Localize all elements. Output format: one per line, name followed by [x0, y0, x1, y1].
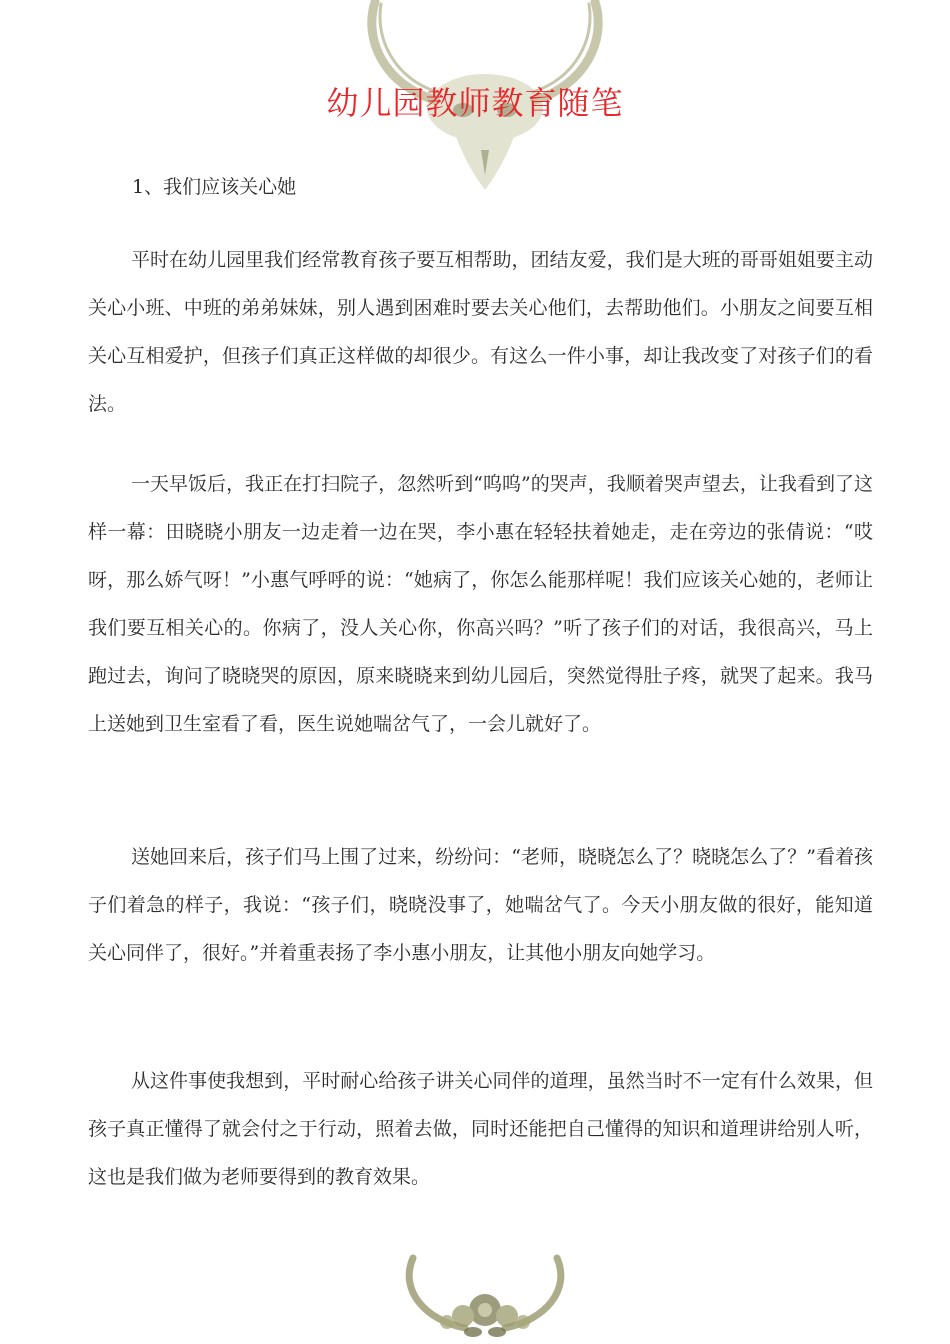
- document-title: 幼儿园教师教育随笔: [326, 84, 624, 122]
- paragraph-1: 平时在幼儿园里我们经常教育孩子要互相帮助，团结友爱，我们是大班的哥哥姐姐要主动关心小班、中班的弟弟妹妹，别人遇到困难时要去关心他们，去帮助他们。小朋友之间要互相关心互相爱护，但孩子们真正这样做的却很少。有这么一件小事，却让我改变了对孩子们的看法。: [88, 249, 873, 415]
- section-heading: 1、我们应该关心她: [132, 176, 297, 198]
- floral-horn-ornament-icon: [395, 1250, 575, 1344]
- paragraph-2: 一天早饭后，我正在打扫院子，忽然听到“呜呜”的哭声，我顺着哭声望去，让我看到了这样一幕：田晓晓小朋友一边走着一边在哭，李小惠在轻轻扶着她走，走在旁边的张倩说：“哎呀，那么娇气呀！”小惠气呼呼的说：“她病了，你怎么能那样呢！我们应该关心她的，老师让我们要互相关心的。你病了，没人关心你，你高兴吗？”听了孩子们的对话，我很高兴，马上跑过去，询问了晓晓哭的原因，原来晓晓来到幼儿园后，突然觉得肚子疼，就哭了起来。我马上送她到卫生室看了看，医生说她喘岔气了，一会儿就好了。: [88, 473, 873, 735]
- paragraph-4: 从这件事使我想到，平时耐心给孩子讲关心同伴的道理，虽然当时不一定有什么效果，但孩子真正懂得了就会付之于行动，照着去做，同时还能把自己懂得的知识和道理讲给别人听，这也是我们做为老师要得到的教育效果。: [88, 1070, 873, 1188]
- paragraph-3: 送她回来后，孩子们马上围了过来，纷纷问：“老师，晓晓怎么了？晓晓怎么了？”看着孩子们着急的样子，我说：“孩子们，晓晓没事了，她喘岔气了。今天小朋友做的很好，能知道关心同伴了，很好。”并着重表扬了李小惠小朋友，让其他小朋友向她学习。: [88, 846, 873, 964]
